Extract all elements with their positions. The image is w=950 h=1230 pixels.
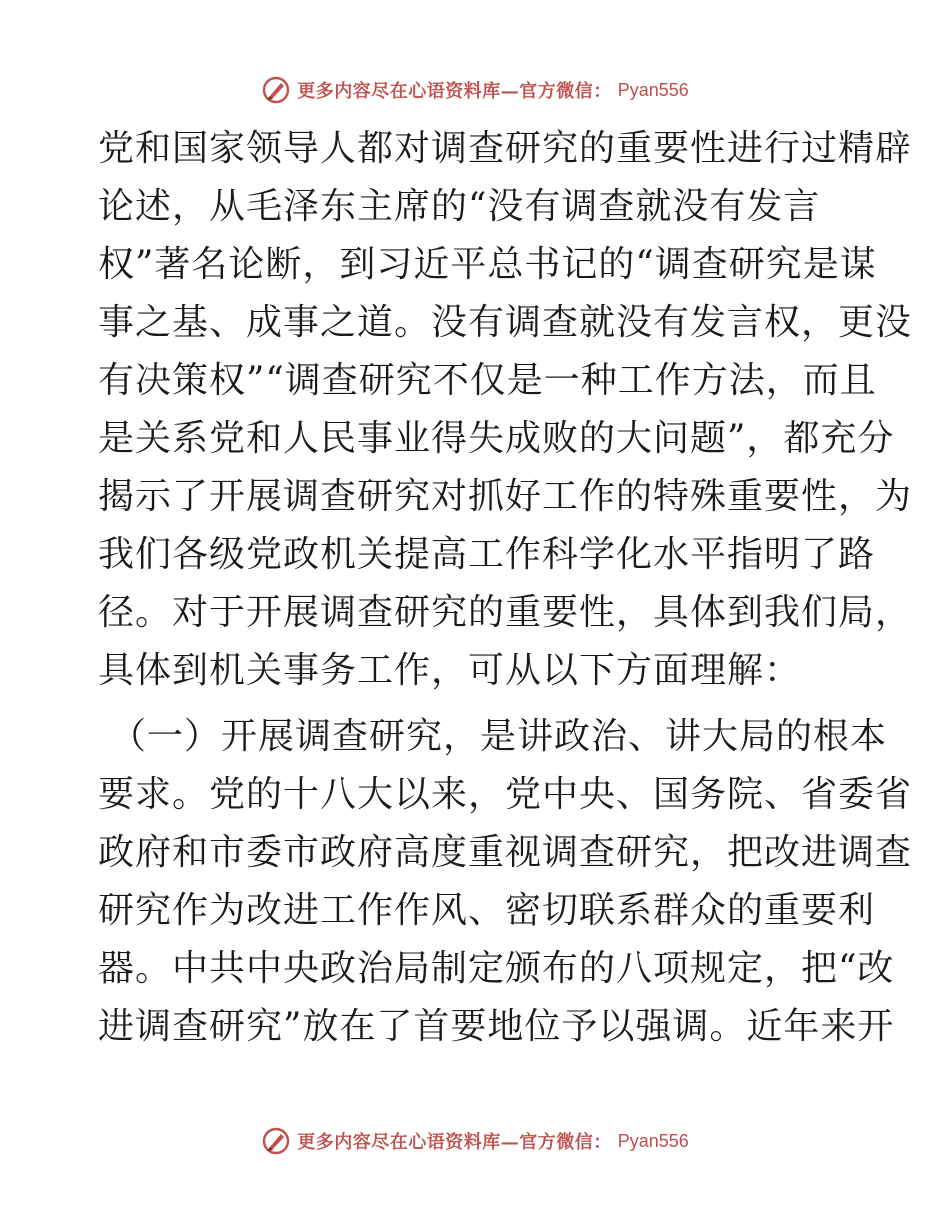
- header-banner: [0, 72, 950, 108]
- text-line: 径。对于开展调查研究的重要性，具体到我们局，: [98, 592, 913, 633]
- text-line: （一）开展调查研究，是讲政治、讲大局的根本: [110, 716, 888, 757]
- text-line: 政府和市委市政府高度重视调查研究，把改进调查: [98, 832, 913, 873]
- text-line: 权”著名论断，到习近平总书记的“调查研究是谋: [98, 244, 877, 285]
- text-line: 研究作为改进工作作风、密切联系群众的重要利: [98, 890, 876, 931]
- footer-banner: [0, 1123, 950, 1159]
- text-line: 是关系党和人民事业得失成败的大问题”，都充分: [98, 418, 895, 459]
- flame-pen-logo-icon: [261, 75, 291, 105]
- document-body: [98, 120, 913, 1056]
- text-line: 论述，从毛泽东主席的“没有调查就没有发言: [98, 186, 821, 227]
- paragraph-gap: [98, 700, 850, 708]
- text-line: 党和国家领导人都对调查研究的重要性进行过精辟: [98, 128, 913, 169]
- flame-pen-logo-icon: [261, 1126, 291, 1156]
- footer-wechat-id: Pyan556: [617, 1130, 689, 1151]
- text-line: 具体到机关事务工作，可从以下方面理解：: [98, 650, 802, 691]
- text-line: 要求。党的十八大以来，党中央、国务院、省委省: [98, 774, 913, 815]
- text-line: 有决策权”“调查研究不仅是一种工作方法，而且: [98, 360, 877, 401]
- text-line: 我们各级党政机关提高工作科学化水平指明了路: [98, 534, 876, 575]
- text-line: 事之基、成事之道。没有调查就没有发言权，更没: [98, 302, 913, 343]
- paragraph-2: [98, 708, 913, 1056]
- text-line: 器。中共中央政治局制定颁布的八项规定，把“改: [98, 948, 895, 989]
- header-wechat-id: Pyan556: [617, 79, 689, 100]
- text-line: 揭示了开展调查研究对抓好工作的特殊重要性，为: [98, 476, 913, 517]
- header-banner-text: 更多内容尽在心语资料库—官方微信：: [297, 81, 612, 102]
- footer-banner-text: 更多内容尽在心语资料库—官方微信：: [297, 1132, 612, 1153]
- paragraph-1: [98, 120, 913, 700]
- text-line: 进调查研究”放在了首要地位予以强调。近年来开: [98, 1006, 895, 1047]
